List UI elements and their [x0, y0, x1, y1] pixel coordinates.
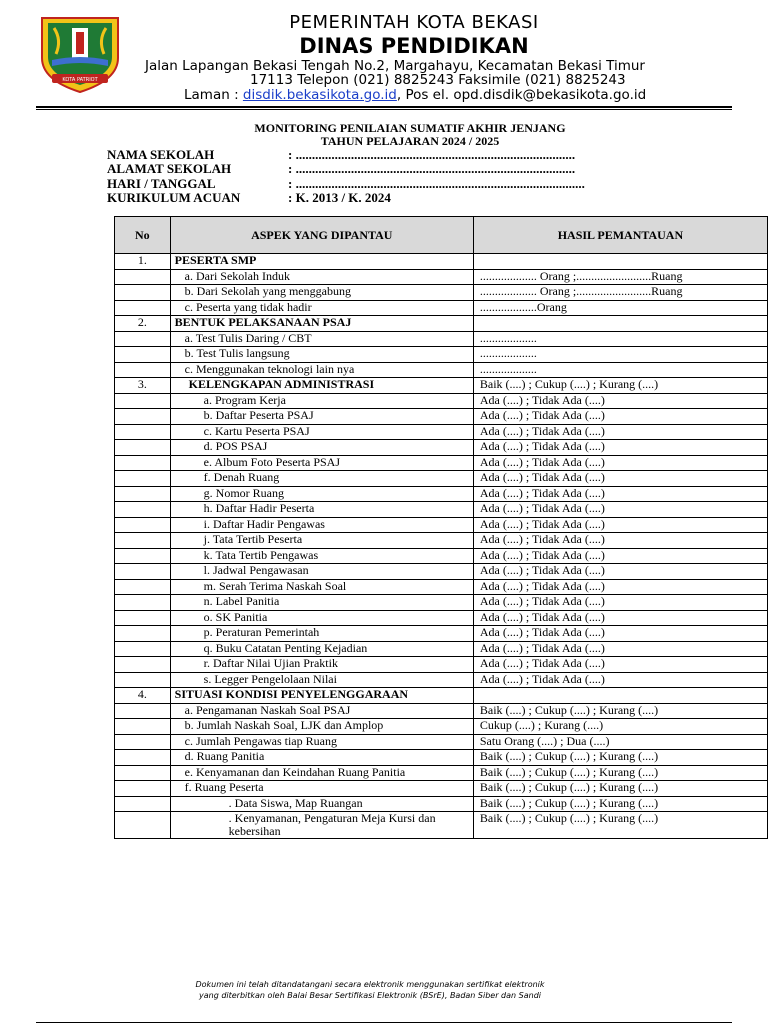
cell-aspect: e. Album Foto Peserta PSAJ — [170, 455, 473, 471]
cell-result: Ada (....) ; Tidak Ada (....) — [473, 657, 767, 673]
cell-aspect: c. Peserta yang tidak hadir — [170, 300, 473, 316]
cell-aspect: r. Daftar Nilai Ujian Praktik — [170, 657, 473, 673]
cell-no — [115, 796, 171, 812]
info-value: : K. 2013 / K. 2024 — [288, 190, 391, 205]
cell-aspect: . Kenyamanan, Pengaturan Meja Kursi dan kebersihan — [170, 812, 473, 839]
table-row — [115, 471, 768, 487]
table-row — [115, 393, 768, 409]
cell-no — [115, 393, 171, 409]
cell-result: ................... Orang ;.........................Ruang — [473, 285, 767, 301]
cell-aspect: . Data Siswa, Map Ruangan — [170, 796, 473, 812]
agency-name: DINAS PENDIDIKAN — [299, 34, 529, 58]
cell-no — [115, 300, 171, 316]
table-header-row — [115, 217, 768, 254]
cell-aspect: a. Dari Sekolah Induk — [170, 269, 473, 285]
cell-aspect: o. SK Panitia — [170, 610, 473, 626]
header-no: No — [115, 217, 171, 254]
cell-aspect: b. Test Tulis langsung — [170, 347, 473, 363]
letterhead — [0, 0, 768, 110]
cell-result: Baik (....) ; Cukup (....) ; Kurang (....) — [473, 703, 767, 719]
cell-aspect: j. Tata Tertib Peserta — [170, 533, 473, 549]
cell-result: Ada (....) ; Tidak Ada (....) — [473, 471, 767, 487]
cell-result: Ada (....) ; Tidak Ada (....) — [473, 672, 767, 688]
cell-aspect: h. Daftar Hadir Peserta — [170, 502, 473, 518]
letterhead-rule-thin — [36, 109, 732, 110]
cell-section-title: KELENGKAPAN ADMINISTRASI — [170, 378, 473, 394]
table-row — [115, 703, 768, 719]
cell-no — [115, 362, 171, 378]
website-link[interactable]: disdik.bekasikota.go.id — [242, 87, 397, 103]
cell-section-title: BENTUK PELAKSANAAN PSAJ — [170, 316, 473, 332]
cell-no — [115, 657, 171, 673]
table-row — [115, 378, 768, 394]
cell-aspect: c. Kartu Peserta PSAJ — [170, 424, 473, 440]
e-signature-note-2: yang diterbitkan oleh Balai Besar Sertifikasi Elektronik (BSrE), Badan Siber dan Sandi — [198, 991, 541, 1000]
government-name: PEMERINTAH KOTA BEKASI — [289, 12, 539, 33]
cell-result: Ada (....) ; Tidak Ada (....) — [473, 595, 767, 611]
cell-no — [115, 440, 171, 456]
cell-aspect: f. Ruang Peserta — [170, 781, 473, 797]
cell-no — [115, 610, 171, 626]
cell-result: ................... Orang ;.........................Ruang — [473, 269, 767, 285]
cell-aspect: i. Daftar Hadir Pengawas — [170, 517, 473, 533]
logo-text: KOTA PATRIOT — [62, 77, 98, 83]
info-label: HARI / TANGGAL — [107, 176, 216, 191]
info-label: NAMA SEKOLAH — [107, 147, 215, 162]
cell-result: Baik (....) ; Cukup (....) ; Kurang (....) — [473, 781, 767, 797]
cell-no — [115, 424, 171, 440]
cell-result: ...................Orang — [473, 300, 767, 316]
cell-no — [115, 564, 171, 580]
cell-no: 3. — [115, 378, 171, 394]
table-row — [115, 641, 768, 657]
cell-result: Ada (....) ; Tidak Ada (....) — [473, 393, 767, 409]
table-row — [115, 765, 768, 781]
table-row — [115, 579, 768, 595]
table-row — [115, 672, 768, 688]
email-text: , Pos el. opd.disdik@bekasikota.go.id — [396, 87, 647, 103]
cell-no — [115, 533, 171, 549]
cell-result: Ada (....) ; Tidak Ada (....) — [473, 641, 767, 657]
cell-result — [473, 254, 767, 270]
cell-result: Ada (....) ; Tidak Ada (....) — [473, 564, 767, 580]
cell-result: Ada (....) ; Tidak Ada (....) — [473, 486, 767, 502]
cell-result — [473, 688, 767, 704]
cell-no — [115, 734, 171, 750]
cell-result: Satu Orang (....) ; Dua (....) — [473, 734, 767, 750]
cell-result: Cukup (....) ; Kurang (....) — [473, 719, 767, 735]
cell-aspect: s. Legger Pengelolaan Nilai — [170, 672, 473, 688]
cell-result: ................... — [473, 362, 767, 378]
document-subtitle: TAHUN PELAJARAN 2024 / 2025 — [320, 134, 500, 148]
cell-result: Ada (....) ; Tidak Ada (....) — [473, 548, 767, 564]
cell-no — [115, 812, 171, 839]
cell-no — [115, 750, 171, 766]
cell-aspect: c. Jumlah Pengawas tiap Ruang — [170, 734, 473, 750]
cell-result: ................... — [473, 347, 767, 363]
cell-result: Ada (....) ; Tidak Ada (....) — [473, 409, 767, 425]
info-value: : ...................................................................................... — [288, 147, 576, 162]
cell-no — [115, 719, 171, 735]
cell-no — [115, 486, 171, 502]
cell-no — [115, 269, 171, 285]
cell-result: Baik (....) ; Cukup (....) ; Kurang (....) — [473, 378, 767, 394]
table-row — [115, 812, 768, 839]
table-row — [115, 502, 768, 518]
cell-no: 2. — [115, 316, 171, 332]
cell-aspect: l. Jadwal Pengawasan — [170, 564, 473, 580]
address-line-2: 17113 Telepon (021) 8825243 Faksimile (021) 8825243 — [250, 72, 626, 88]
cell-result: Ada (....) ; Tidak Ada (....) — [473, 424, 767, 440]
table-row — [115, 254, 768, 270]
cell-aspect: d. Ruang Panitia — [170, 750, 473, 766]
cell-aspect: m. Serah Terima Naskah Soal — [170, 579, 473, 595]
cell-aspect: b. Daftar Peserta PSAJ — [170, 409, 473, 425]
header-hasil: HASIL PEMANTAUAN — [473, 217, 767, 254]
cell-no: 4. — [115, 688, 171, 704]
table-row — [115, 734, 768, 750]
table-row — [115, 595, 768, 611]
cell-no — [115, 347, 171, 363]
table-row — [115, 657, 768, 673]
cell-no — [115, 672, 171, 688]
cell-no — [115, 331, 171, 347]
monitoring-table — [114, 216, 768, 839]
table-row — [115, 486, 768, 502]
cell-no — [115, 409, 171, 425]
cell-no — [115, 285, 171, 301]
cell-no — [115, 502, 171, 518]
table-row — [115, 750, 768, 766]
cell-no — [115, 548, 171, 564]
document-title: MONITORING PENILAIAN SUMATIF AKHIR JENJANG — [254, 121, 566, 135]
cell-no — [115, 626, 171, 642]
info-value: : ...................................................................................... — [288, 161, 576, 176]
address-line-1: Jalan Lapangan Bekasi Tengah No.2, Margahayu, Kecamatan Bekasi Timur — [145, 58, 645, 74]
cell-result: Baik (....) ; Cukup (....) ; Kurang (....) — [473, 765, 767, 781]
table-row — [115, 424, 768, 440]
cell-no — [115, 455, 171, 471]
cell-no — [115, 703, 171, 719]
table-row — [115, 300, 768, 316]
letterhead-rule-thick — [36, 106, 732, 108]
table-row — [115, 455, 768, 471]
cell-no — [115, 765, 171, 781]
cell-section-title: SITUASI KONDISI PENYELENGGARAAN — [170, 688, 473, 704]
bekasi-city-emblem — [34, 14, 126, 94]
cell-no — [115, 641, 171, 657]
table-row — [115, 533, 768, 549]
table-row — [115, 440, 768, 456]
cell-aspect: g. Nomor Ruang — [170, 486, 473, 502]
cell-result: Ada (....) ; Tidak Ada (....) — [473, 455, 767, 471]
cell-no — [115, 471, 171, 487]
info-value: : ......................................................................................... — [288, 176, 585, 191]
cell-aspect: k. Tata Tertib Pengawas — [170, 548, 473, 564]
header-aspek: ASPEK YANG DIPANTAU — [170, 217, 473, 254]
table-row — [115, 517, 768, 533]
cell-result: Baik (....) ; Cukup (....) ; Kurang (....) — [473, 750, 767, 766]
cell-no — [115, 517, 171, 533]
cell-aspect: a. Pengamanan Naskah Soal PSAJ — [170, 703, 473, 719]
e-signature-note-1: Dokumen ini telah ditandatangani secara elektronik menggunakan sertifikat elektronik — [195, 980, 545, 989]
cell-section-title: PESERTA SMP — [170, 254, 473, 270]
table-row — [115, 548, 768, 564]
table-row — [115, 409, 768, 425]
cell-result: Ada (....) ; Tidak Ada (....) — [473, 502, 767, 518]
table-row — [115, 331, 768, 347]
cell-aspect: b. Jumlah Naskah Soal, LJK dan Amplop — [170, 719, 473, 735]
cell-aspect: d. POS PSAJ — [170, 440, 473, 456]
info-label: ALAMAT SEKOLAH — [107, 161, 232, 176]
cell-result: Ada (....) ; Tidak Ada (....) — [473, 440, 767, 456]
table-row — [115, 688, 768, 704]
cell-aspect: a. Test Tulis Daring / CBT — [170, 331, 473, 347]
cell-aspect: p. Peraturan Pemerintah — [170, 626, 473, 642]
cell-aspect: c. Menggunakan teknologi lain nya — [170, 362, 473, 378]
table-row — [115, 362, 768, 378]
cell-no — [115, 595, 171, 611]
website-label: Laman : — [184, 87, 243, 103]
table-row — [115, 626, 768, 642]
cell-no — [115, 781, 171, 797]
cell-aspect: q. Buku Catatan Penting Kejadian — [170, 641, 473, 657]
cell-no — [115, 579, 171, 595]
cell-result: Ada (....) ; Tidak Ada (....) — [473, 626, 767, 642]
cell-no: 1. — [115, 254, 171, 270]
cell-result: Ada (....) ; Tidak Ada (....) — [473, 579, 767, 595]
table-row — [115, 316, 768, 332]
info-label: KURIKULUM ACUAN — [107, 190, 241, 205]
cell-result: Baik (....) ; Cukup (....) ; Kurang (....) — [473, 812, 767, 839]
footer-rule — [36, 1022, 732, 1023]
cell-result — [473, 316, 767, 332]
table-row — [115, 781, 768, 797]
address-line-3 — [184, 87, 646, 103]
cell-aspect: e. Kenyamanan dan Keindahan Ruang Panitia — [170, 765, 473, 781]
table-row — [115, 796, 768, 812]
table-row — [115, 269, 768, 285]
cell-aspect: b. Dari Sekolah yang menggabung — [170, 285, 473, 301]
table-row — [115, 564, 768, 580]
cell-aspect: a. Program Kerja — [170, 393, 473, 409]
cell-result: Ada (....) ; Tidak Ada (....) — [473, 517, 767, 533]
table-row — [115, 719, 768, 735]
cell-result: Baik (....) ; Cukup (....) ; Kurang (....) — [473, 796, 767, 812]
cell-result: Ada (....) ; Tidak Ada (....) — [473, 610, 767, 626]
cell-aspect: f. Denah Ruang — [170, 471, 473, 487]
cell-aspect: n. Label Panitia — [170, 595, 473, 611]
cell-result: Ada (....) ; Tidak Ada (....) — [473, 533, 767, 549]
table-row — [115, 347, 768, 363]
cell-result: ................... — [473, 331, 767, 347]
table-row — [115, 285, 768, 301]
table-row — [115, 610, 768, 626]
